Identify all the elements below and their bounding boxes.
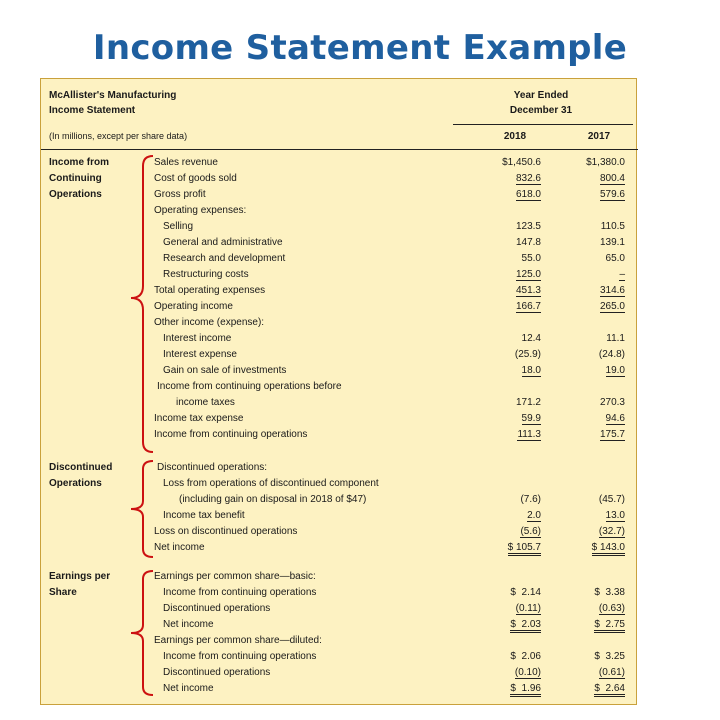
value-2017 — [569, 665, 625, 681]
row-label: Loss from operations of discontinued component — [163, 478, 379, 489]
value-2018 — [487, 540, 541, 556]
table-row — [41, 267, 638, 283]
value-text: 270.3 — [599, 397, 625, 408]
value-text: 832.6 — [515, 173, 541, 184]
table-row — [41, 363, 638, 379]
value-text: $1,450.6 — [502, 157, 541, 168]
value-text: (45.7) — [598, 494, 625, 505]
value-2017 — [569, 524, 625, 540]
row-label: Interest income — [163, 333, 232, 344]
value-text: $1,380.0 — [586, 157, 625, 168]
value-2018 — [487, 492, 541, 508]
value-2017 — [569, 585, 625, 601]
value-2018 — [487, 363, 541, 379]
value-2017 — [569, 187, 625, 203]
row-label: Research and development — [163, 253, 286, 264]
value-2017 — [569, 267, 625, 283]
row-label: Discontinued operations — [163, 603, 271, 614]
column-2017: 2017 — [587, 131, 611, 142]
row-label: Earnings per common share—diluted: — [154, 635, 322, 646]
section-continuing-operations: Income from Continuing Operations — [49, 157, 110, 200]
row-label: Income from continuing operations before — [157, 381, 342, 392]
row-label: Earnings per common share—basic: — [154, 571, 316, 582]
value-text: $ 3.38 — [594, 587, 625, 598]
value-text: $ 2.75 — [594, 619, 625, 633]
value-2018 — [487, 427, 541, 443]
section-discontinued-operations: Discontinued Operations — [49, 462, 113, 489]
value-text: 11.1 — [606, 333, 625, 344]
row-label: Income tax benefit — [163, 510, 245, 521]
table-row — [41, 508, 638, 524]
value-text: 265.0 — [599, 301, 625, 312]
value-text: $ 2.06 — [510, 651, 541, 662]
table-row — [41, 347, 638, 363]
value-2017 — [569, 155, 625, 171]
company-name: McAllister's Manufacturing — [49, 90, 177, 101]
value-text: (0.11) — [515, 603, 541, 614]
value-2017 — [569, 299, 625, 315]
value-text: 800.4 — [599, 173, 625, 184]
value-2018 — [487, 171, 541, 187]
table-row — [41, 219, 638, 235]
section-earnings-per-share: Earnings per Share — [49, 571, 111, 598]
table-row — [41, 569, 638, 585]
value-2018 — [487, 601, 541, 617]
slide-title: Income Statement Example — [92, 28, 628, 68]
value-text: – — [619, 269, 625, 280]
value-text: 18.0 — [521, 365, 541, 376]
value-2018 — [487, 187, 541, 203]
value-2017 — [569, 171, 625, 187]
row-label: Income tax expense — [154, 413, 244, 424]
row-label: Net income — [163, 683, 214, 694]
header-rule — [453, 124, 633, 125]
value-2018 — [487, 331, 541, 347]
value-text: 111.3 — [517, 429, 541, 440]
row-label: Gain on sale of investments — [163, 365, 287, 376]
value-text: 123.5 — [515, 221, 541, 232]
value-2017 — [569, 251, 625, 267]
value-text: 13.0 — [605, 510, 625, 521]
value-2017 — [569, 540, 625, 556]
row-label: Discontinued operations: — [157, 462, 268, 473]
value-text: (25.9) — [514, 349, 541, 360]
table-row — [41, 251, 638, 267]
value-text: $ 143.0 — [592, 542, 625, 556]
table-row — [41, 315, 638, 331]
value-text: 59.9 — [521, 413, 541, 424]
value-text: $ 2.03 — [510, 619, 541, 633]
value-2017 — [569, 427, 625, 443]
value-2017 — [569, 331, 625, 347]
row-label: (including gain on disposal in 2018 of $47) — [179, 494, 367, 505]
value-text: 2.0 — [527, 510, 541, 521]
value-text: (0.63) — [598, 603, 625, 614]
row-label: Loss on discontinued operations — [154, 526, 298, 537]
value-text: 55.0 — [521, 253, 541, 264]
table-row — [41, 411, 638, 427]
value-2018 — [487, 524, 541, 540]
statement-title: Income Statement — [49, 105, 136, 116]
table-row — [41, 665, 638, 681]
table-row — [41, 524, 638, 540]
value-text: 175.7 — [599, 429, 625, 440]
value-2018 — [487, 235, 541, 251]
value-text: 19.0 — [605, 365, 625, 376]
row-label: Operating expenses: — [154, 205, 247, 216]
value-text: 65.0 — [605, 253, 625, 264]
table-row — [41, 379, 638, 395]
row-label: Operating income — [154, 301, 233, 312]
value-text: 110.5 — [600, 221, 625, 232]
table-row — [41, 171, 638, 187]
value-text: 139.1 — [599, 237, 625, 248]
value-text: $ 105.7 — [508, 542, 541, 556]
value-text: 618.0 — [515, 189, 541, 200]
table-row — [41, 395, 638, 411]
table-row — [41, 476, 638, 492]
row-label: Other income (expense): — [154, 317, 265, 328]
value-text: 12.4 — [521, 333, 541, 344]
value-2018 — [487, 665, 541, 681]
table-row — [41, 299, 638, 315]
row-label: General and administrative — [163, 237, 283, 248]
row-label: Restructuring costs — [163, 269, 249, 280]
column-header-rule — [41, 149, 638, 150]
value-text: (32.7) — [598, 526, 625, 537]
value-text: $ 1.96 — [510, 683, 541, 697]
value-text: 125.0 — [515, 269, 541, 280]
value-2017 — [569, 395, 625, 411]
table-row — [41, 155, 638, 171]
year-ended-label: Year Ended — [513, 90, 569, 101]
value-2018 — [487, 649, 541, 665]
value-text: $ 2.14 — [510, 587, 541, 598]
value-text: (7.6) — [520, 494, 541, 505]
value-2017 — [569, 235, 625, 251]
value-2018 — [487, 585, 541, 601]
table-row — [41, 633, 638, 649]
row-label: Sales revenue — [154, 157, 218, 168]
column-2018: 2018 — [503, 131, 527, 142]
value-2017 — [569, 649, 625, 665]
value-text: $ 2.64 — [594, 683, 625, 697]
table-row — [41, 585, 638, 601]
row-label: Interest expense — [163, 349, 237, 360]
table-row — [41, 187, 638, 203]
value-2017 — [569, 681, 625, 697]
value-text: 94.6 — [605, 413, 625, 424]
row-label: Income from continuing operations — [163, 587, 317, 598]
value-2018 — [487, 283, 541, 299]
row-label: Selling — [163, 221, 194, 232]
table-row — [41, 649, 638, 665]
value-2018 — [487, 508, 541, 524]
value-text: (0.10) — [514, 667, 541, 678]
value-2018 — [487, 395, 541, 411]
table-row — [41, 427, 638, 443]
table-row — [41, 601, 638, 617]
table-row — [41, 681, 638, 697]
value-2017 — [569, 411, 625, 427]
table-row — [41, 460, 638, 476]
table-row — [41, 235, 638, 251]
value-text: 579.6 — [599, 189, 625, 200]
value-2018 — [487, 681, 541, 697]
table-row — [41, 492, 638, 508]
value-text: $ 3.25 — [594, 651, 625, 662]
row-label: Net income — [163, 619, 214, 630]
value-2018 — [487, 617, 541, 633]
value-2017 — [569, 219, 625, 235]
value-2018 — [487, 347, 541, 363]
row-label: Income from continuing operations — [154, 429, 308, 440]
value-2017 — [569, 508, 625, 524]
units-note: (In millions, except per share data) — [49, 131, 188, 141]
value-2017 — [569, 347, 625, 363]
table-row — [41, 540, 638, 556]
value-2018 — [487, 251, 541, 267]
value-text: 314.6 — [599, 285, 625, 296]
row-label: Net income — [154, 542, 205, 553]
value-text: (0.61) — [598, 667, 625, 678]
row-label: Income from continuing operations — [163, 651, 317, 662]
value-2017 — [569, 492, 625, 508]
value-2017 — [569, 601, 625, 617]
value-2017 — [569, 363, 625, 379]
table-row — [41, 617, 638, 633]
table-row — [41, 331, 638, 347]
value-text: (5.6) — [520, 526, 541, 537]
value-2018 — [487, 411, 541, 427]
row-label: Gross profit — [154, 189, 206, 200]
value-2018 — [487, 267, 541, 283]
value-text: (24.8) — [598, 349, 625, 360]
row-label: Cost of goods sold — [154, 173, 237, 184]
row-label: Total operating expenses — [154, 285, 266, 296]
year-ended-date: December 31 — [509, 105, 573, 116]
value-2018 — [487, 299, 541, 315]
value-text: 171.2 — [515, 397, 541, 408]
value-text: 451.3 — [515, 285, 541, 296]
value-2018 — [487, 219, 541, 235]
row-label: income taxes — [176, 397, 235, 408]
row-label: Discontinued operations — [163, 667, 271, 678]
value-text: 147.8 — [515, 237, 541, 248]
value-2018 — [487, 155, 541, 171]
income-statement-panel — [40, 78, 637, 705]
value-text: 166.7 — [515, 301, 541, 312]
table-row — [41, 283, 638, 299]
value-2017 — [569, 617, 625, 633]
table-row — [41, 203, 638, 219]
value-2017 — [569, 283, 625, 299]
